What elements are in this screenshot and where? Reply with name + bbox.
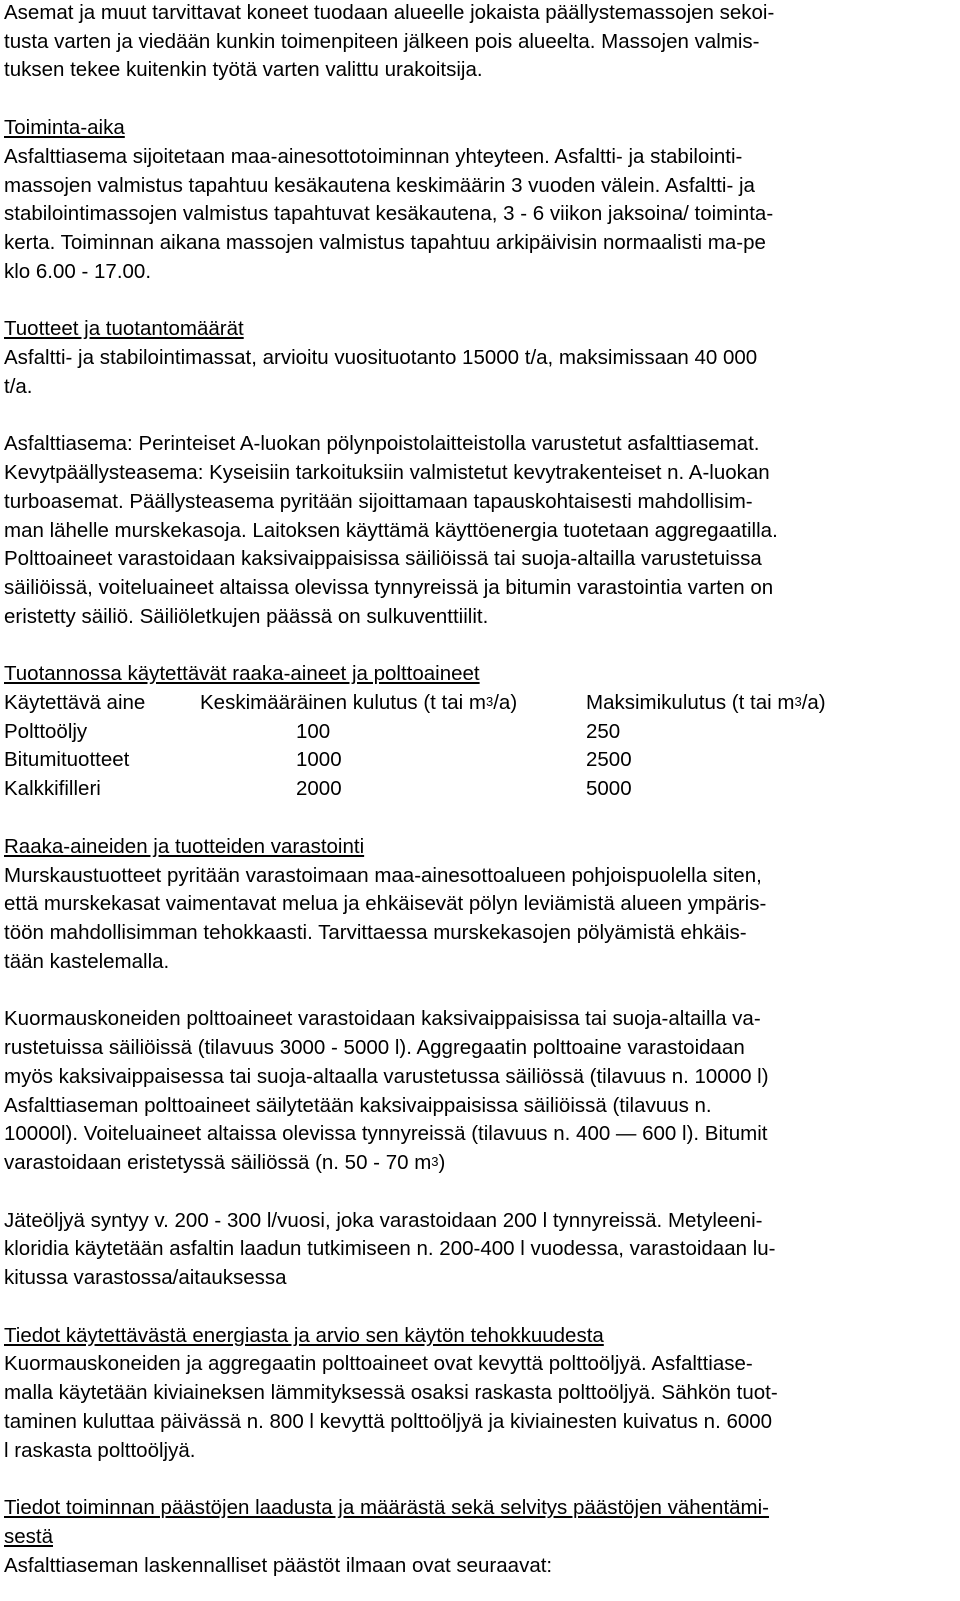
text-line: Kuormauskoneiden polttoaineet varastoidaan kaksivaippaisissa tai suoja-altailla va- (4, 1007, 761, 1031)
section-heading: Tuotannossa käytettävät raaka-aineet ja polttoaineet (4, 662, 480, 686)
text-line: Kuormauskoneiden ja aggregaatin polttoaineet ovat kevyttä polttoöljyä. Asfalttiase- (4, 1352, 753, 1376)
text-line: kerta. Toiminnan aikana massojen valmistus tapahtuu arkipäivisin normaalisti ma-pe (4, 230, 766, 254)
text-line: stabilointimassojen valmistus tapahtuvat kesäkautena, 3 - 6 viikon jaksoina/ toiminta- (4, 202, 774, 226)
table-row (4, 746, 826, 775)
materials-section (4, 660, 944, 804)
text-line: Polttoaineet varastoidaan kaksivaippaisissa säiliöissä tai suoja-altailla varustetuissa (4, 547, 762, 571)
text-line: man lähelle murskekasoja. Laitoksen käyttämä käyttöenergia tuotetaan aggregaatilla. (4, 518, 778, 542)
materials-table (4, 689, 826, 804)
material-name: Kalkkifilleri (4, 777, 101, 801)
text-line: klo 6.00 - 17.00. (4, 259, 152, 283)
section-heading: Tiedot toiminnan päästöjen laadusta ja määrästä sekä selvitys päästöjen vähentämi- (4, 1496, 770, 1520)
average-value: 100 (296, 719, 331, 743)
text-line: l raskasta polttoöljyä. (4, 1438, 196, 1462)
text-line: Kevytpäällysteasema: Kyseisiin tarkoituksiin valmistetut kevytrakenteiset n. A-luokan (4, 461, 770, 485)
section-heading: Tiedot käytettävästä energiasta ja arvio sen käytön tehokkuudesta (4, 1323, 604, 1347)
energy-section (4, 1322, 944, 1466)
maximum-value: 250 (586, 719, 621, 743)
text-line: varastoidaan eristetyssä säiliössä (n. 50 - 70 $m^3$) (4, 1150, 446, 1174)
material-name: Polttoöljy (4, 719, 88, 743)
emissions-section (4, 1494, 944, 1580)
operating-time-section (4, 114, 944, 286)
text-line: Asfalttiaseman polttoaineet säilytetään kaksivaippaisissa säiliöissä (tilavuus n. (4, 1093, 712, 1117)
text-line: t/a. (4, 374, 33, 398)
text-line: töön mahdollisimman tehokkaasti. Tarvittaessa murskekasojen pölyämistä ehkäis- (4, 920, 747, 944)
text-line: turboasemat. Päällysteasema pyritään sijoittamaan tapauskohtaisesti mahdollisim- (4, 489, 753, 513)
maximum-value: 2500 (586, 748, 632, 772)
section-heading: Tuotteet ja tuotantomäärät (4, 317, 244, 341)
text-line: 10000l). Voiteluaineet altaissa olevissa tynnyreissä (tilavuus n. 400 — 600 l). Bitumit (4, 1122, 768, 1146)
column-header-maximum: Maksimikulutus (t tai $m^3/a$) (586, 691, 826, 715)
text-line: malla käytetään kiviaineksen lämmityksessä osaksi raskasta polttoöljyä. Sähkön tuot- (4, 1381, 778, 1405)
text-line: eristetty säiliö. Säiliöletkujen päässä on sulkuventtiilit. (4, 604, 489, 628)
storage-section (4, 833, 944, 1293)
table-header-row (4, 689, 826, 718)
section-heading: Raaka-aineiden ja tuotteiden varastointi (4, 834, 365, 858)
text-line: myös kaksivaippaisessa tai suoja-altaalla varustetussa säiliössä (tilavuus n. 10000 l) (4, 1064, 769, 1088)
table-row (4, 775, 826, 804)
maximum-value: 5000 (586, 777, 632, 801)
text-line: Murskaustuotteet pyritään varastoimaan maa-ainesottoalueen pohjoispuolella siten, (4, 863, 762, 887)
average-value: 1000 (296, 748, 342, 772)
text-line: taminen kuluttaa päivässä n. 800 l kevyttä polttoöljyä ja kiviainesten kuivatus n. 6000 (4, 1409, 773, 1433)
text-line: massojen valmistus tapahtuu kesäkautena keskimäärin 3 vuoden välein. Asfaltti- ja (4, 173, 755, 197)
document-page (4, 0, 944, 1580)
text-line: Asfalttiasema sijoitetaan maa-ainesottotoiminnan yhteyteen. Asfaltti- ja stabilointi- (4, 144, 743, 168)
text-line: Asfalttiaseman laskennalliset päästöt ilmaan ovat seuraavat: (4, 1553, 553, 1577)
section-heading: sestä (4, 1524, 53, 1548)
text-line: Asfaltti- ja stabilointimassat, arvioitu vuosituotanto 15000 t/a, maksimissaan 40 000 (4, 346, 758, 370)
text-line: Asemat ja muut tarvittavat koneet tuodaan alueelle jokaista päällystemassojen sekoi- (4, 1, 775, 24)
column-header-average: Keskimääräinen kulutus (t tai $m^3/a$) (200, 691, 518, 715)
products-section (4, 315, 944, 631)
table-row (4, 718, 826, 747)
text-line: tuksen tekee kuitenkin työtä varten valittu urakoitsija. (4, 58, 483, 82)
material-name: Bitumituotteet (4, 748, 130, 772)
text-line: säiliöissä, voiteluaineet altaissa olevissa tynnyreissä ja bitumin varastointia varten on (4, 575, 774, 599)
intro-paragraph (4, 0, 944, 85)
text-line: tään kastelemalla. (4, 949, 170, 973)
text-line: Asfalttiasema: Perinteiset A-luokan pölynpoistolaitteistolla varustetut asfalttiasemat. (4, 432, 760, 456)
text-line: Jäteöljyä syntyy v. 200 - 300 l/vuosi, joka varastoidaan 200 l tynnyreissä. Metyleeni- (4, 1208, 763, 1232)
section-heading: Toiminta-aika (4, 116, 125, 140)
average-value: 2000 (296, 777, 342, 801)
text-line: rustetuissa säiliöissä (tilavuus 3000 - 5000 l). Aggregaatin polttoaine varastoidaan (4, 1036, 745, 1060)
column-header-material: Käytettävä aine (4, 691, 146, 715)
text-line: kitussa varastossa/aitauksessa (4, 1266, 287, 1290)
text-line: kloridia käytetään asfaltin laadun tutkimiseen n. 200-400 l vuodessa, varastoidaan lu- (4, 1237, 776, 1261)
text-line: että murskekasat vaimentavat melua ja ehkäisevät pölyn leviämistä alueen ympäris- (4, 892, 767, 916)
text-line: tusta varten ja viedään kunkin toimenpiteen jälkeen pois alueelta. Massojen valmis- (4, 29, 760, 53)
